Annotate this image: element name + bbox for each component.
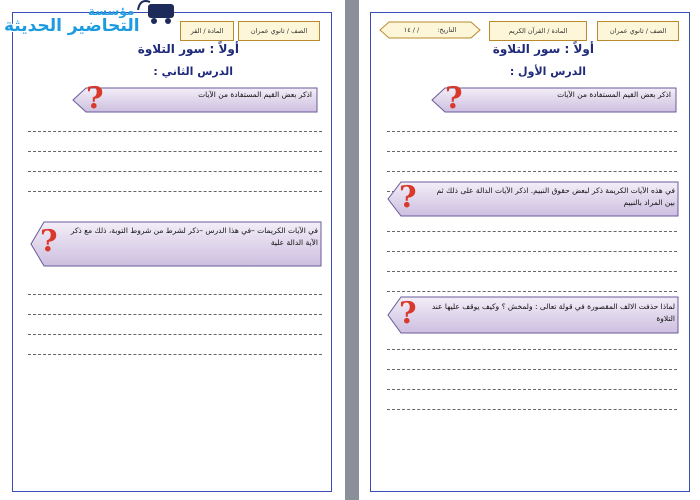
answer-line[interactable] xyxy=(387,152,677,172)
left-section-title: أولاً : سور التلاوة xyxy=(137,42,239,56)
left-page xyxy=(0,0,345,500)
answer-line[interactable] xyxy=(387,212,677,232)
page-gutter xyxy=(345,0,359,500)
answer-line[interactable] xyxy=(28,172,322,192)
right-question-1 xyxy=(431,81,677,116)
right-answer-lines-2 xyxy=(387,212,677,292)
question-mark-icon: ? xyxy=(445,81,463,116)
left-question-2-text: في الآيات الكريمات –في هذا الدرس –ذكر لشرط من شروط التوبة، ذلك مع ذكر الآية الدالة علية xyxy=(70,226,318,247)
left-lesson-title: الدرس الثاني : xyxy=(153,65,233,78)
right-question-3 xyxy=(387,296,679,334)
answer-line[interactable] xyxy=(387,370,677,390)
answer-line[interactable] xyxy=(387,350,677,370)
answer-line[interactable] xyxy=(387,112,677,132)
right-page xyxy=(359,0,700,500)
left-question-2 xyxy=(30,221,322,267)
date-box-shape xyxy=(379,21,481,39)
answer-line[interactable] xyxy=(28,315,322,335)
right-subject-box: المادة / القرآن الكريم xyxy=(489,21,587,41)
answer-line[interactable] xyxy=(387,132,677,152)
left-answer-lines-2 xyxy=(28,275,322,355)
right-answer-lines-3 xyxy=(387,330,677,410)
left-answer-lines-1 xyxy=(28,112,322,192)
answer-line[interactable] xyxy=(28,295,322,315)
question-mark-icon: ? xyxy=(399,180,417,215)
right-date-label: التاريخ: xyxy=(437,26,457,34)
left-grade-box: الصف / ثانوي عمران xyxy=(238,21,320,41)
question-mark-icon: ? xyxy=(399,296,417,331)
right-answer-lines-1 xyxy=(387,112,677,192)
answer-line[interactable] xyxy=(28,275,322,295)
question-mark-icon: ? xyxy=(40,224,58,259)
answer-line[interactable] xyxy=(28,132,322,152)
logo-text-main: التحاضير الحديثة xyxy=(4,16,140,36)
right-lesson-title: الدرس الأول : xyxy=(509,65,586,78)
answer-line[interactable] xyxy=(387,232,677,252)
answer-line[interactable] xyxy=(387,252,677,272)
right-section-title: أولاً : سور التلاوة xyxy=(492,42,594,56)
question-mark-icon: ? xyxy=(86,81,104,116)
right-question-2-text: في هذه الآيات الكريمة ذكر لبعض حقوق النبيم. اذكر الآيات الدالة على ذلك ثم بين المراد بالنبيم xyxy=(436,186,675,207)
right-date-value: / / ١٤ xyxy=(403,26,420,34)
right-question-3-text: لماذا حذفت الالف المقصورة في قولة تعالى : ولمخش ؟ وكيف يوقف عليها عند التلاوة xyxy=(431,302,675,323)
left-question-1 xyxy=(72,81,318,116)
logo-text-top: مؤسسة xyxy=(88,4,135,18)
right-date-box xyxy=(379,21,481,39)
answer-line[interactable] xyxy=(28,335,322,355)
answer-line[interactable] xyxy=(28,112,322,132)
left-subject-box: المادة / القر xyxy=(180,21,234,41)
answer-line[interactable] xyxy=(387,390,677,410)
answer-line[interactable] xyxy=(387,330,677,350)
answer-line[interactable] xyxy=(28,152,322,172)
left-question-1-text: اذكر بعض القيم المستفادة من الآيات xyxy=(198,90,312,99)
right-grade-box: الصف / ثانوي عمران xyxy=(597,21,679,41)
right-question-1-text: اذكر بعض القيم المستفادة من الآيات xyxy=(557,90,671,99)
answer-line[interactable] xyxy=(387,272,677,292)
logo xyxy=(0,0,175,42)
